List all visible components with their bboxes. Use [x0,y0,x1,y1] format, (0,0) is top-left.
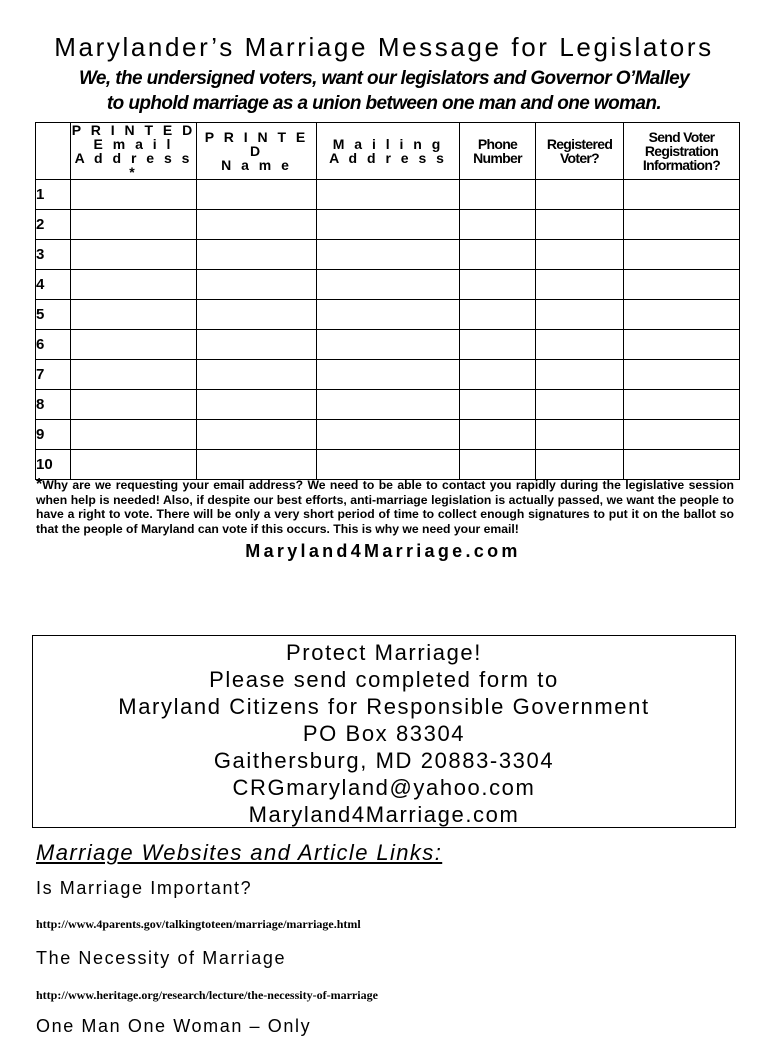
footnote-asterisk: * [36,476,43,493]
mailing-instructions-box [32,635,736,828]
website-banner: Maryland4Marriage.com [245,541,521,561]
voter-registration-cell[interactable] [624,420,740,450]
registered-voter-cell[interactable] [536,450,624,480]
voter-registration-cell[interactable] [624,330,740,360]
voter-registration-cell[interactable] [624,300,740,330]
mailing-address-cell[interactable] [317,390,460,420]
email-cell[interactable] [71,240,197,270]
table-row [36,210,740,240]
mailing-address-cell[interactable] [317,300,460,330]
page-title: Marylander’s Marriage Message for Legislators [54,32,714,62]
phone-cell[interactable] [460,420,536,450]
name-cell[interactable] [197,300,317,330]
link-topic: One Man One Woman – Only [36,1016,312,1036]
phone-cell[interactable] [460,210,536,240]
mailbox-email: CRGmaryland@yahoo.com [232,775,536,800]
name-cell[interactable] [197,420,317,450]
registered-voter-cell[interactable] [536,360,624,390]
mailbox-line: PO Box 83304 [302,721,466,746]
name-cell[interactable] [197,270,317,300]
name-cell[interactable] [197,330,317,360]
email-footnote [36,478,734,536]
phone-cell[interactable] [460,180,536,210]
link-topic: The Necessity of Marriage [36,948,287,968]
table-row [36,390,740,420]
phone-cell[interactable] [460,360,536,390]
voter-registration-cell[interactable] [624,240,740,270]
registered-voter-cell[interactable] [536,240,624,270]
email-cell[interactable] [71,420,197,450]
voter-registration-cell[interactable] [624,450,740,480]
mailing-address-cell[interactable] [317,270,460,300]
registered-voter-cell[interactable] [536,390,624,420]
voter-registration-cell[interactable] [624,210,740,240]
mailing-address-cell[interactable] [317,420,460,450]
table-row [36,300,740,330]
registered-voter-cell[interactable] [536,330,624,360]
row-number: 2 [36,210,71,240]
email-column-header: P R I N T E D E m a i l A d d r e s s * [71,122,196,180]
row-number: 6 [36,330,71,360]
table-row [36,180,740,210]
footnote-text: Why are we requesting your email address? We need to be able to contact you rapidly during the legislative session when help is needed! Also, if despite our best efforts, anti-marriage legislation is actually passed, we want the people to have a right to vote. There will be only a very short period of time to collect enough signatures to put it on the ballot so that the people of Maryland can vote if this occurs. This is why we need your email! [36,478,734,536]
mailbox-line: Please send completed form to [209,667,559,692]
registered-voter-cell[interactable] [536,270,624,300]
name-cell[interactable] [197,210,317,240]
voter-registration-cell[interactable] [624,390,740,420]
mailbox-line: Maryland Citizens for Responsible Government [118,694,650,719]
mailing-address-cell[interactable] [317,210,460,240]
email-cell[interactable] [71,270,197,300]
phone-cell[interactable] [460,270,536,300]
email-cell[interactable] [71,360,197,390]
article-link[interactable]: http://www.heritage.org/research/lecture/the-necessity-of-marriage [36,988,378,1002]
table-row [36,450,740,480]
table-row [36,330,740,360]
email-cell[interactable] [71,390,197,420]
row-number: 8 [36,390,71,420]
voter-registration-column-header: Send Voter Registration Information? [624,123,740,180]
row-number: 7 [36,360,71,390]
phone-cell[interactable] [460,300,536,330]
link-topic: Is Marriage Important? [36,878,253,898]
article-link[interactable]: http://www.4parents.gov/talkingtoteen/marriage/marriage.html [36,917,361,931]
signature-table [35,122,740,480]
row-number-header [36,123,71,180]
email-cell[interactable] [71,180,197,210]
phone-cell[interactable] [460,330,536,360]
row-number: 4 [36,270,71,300]
registered-voter-column-header: Registered Voter? [536,123,624,180]
email-cell[interactable] [71,330,197,360]
email-cell[interactable] [71,210,197,240]
mailing-address-cell[interactable] [317,450,460,480]
mailing-address-cell[interactable] [317,360,460,390]
name-cell[interactable] [197,390,317,420]
mailing-address-cell[interactable] [317,330,460,360]
mailbox-website: Maryland4Marriage.com [248,802,520,827]
table-header-row [36,123,740,180]
name-cell[interactable] [197,450,317,480]
mailing-address-cell[interactable] [317,240,460,270]
mailing-address-column-header: M a i l i n g A d d r e s s [317,123,460,180]
name-cell[interactable] [197,360,317,390]
row-number: 3 [36,240,71,270]
mailbox-line: Protect Marriage! [286,640,482,665]
row-number: 1 [36,180,71,210]
row-number: 9 [36,420,71,450]
subtitle-line-2: to uphold marriage as a union between one man and one woman. [106,93,662,114]
table-row [36,360,740,390]
name-cell[interactable] [197,180,317,210]
phone-column-header: Phone Number [460,123,536,180]
email-cell[interactable] [71,450,197,480]
registered-voter-cell[interactable] [536,420,624,450]
voter-registration-cell[interactable] [624,270,740,300]
subtitle-line-1: We, the undersigned voters, want our legislators and Governor O’Malley [78,68,690,89]
voter-registration-cell[interactable] [624,360,740,390]
name-column-header: P R I N T E D N a m e [197,123,317,180]
row-number: 10 [36,450,71,480]
row-number: 5 [36,300,71,330]
voter-registration-cell[interactable] [624,180,740,210]
registered-voter-cell[interactable] [536,210,624,240]
name-cell[interactable] [197,240,317,270]
table-row [36,240,740,270]
phone-cell[interactable] [460,390,536,420]
registered-voter-cell[interactable] [536,180,624,210]
table-row [36,420,740,450]
email-cell[interactable] [71,300,197,330]
mailing-address-cell[interactable] [317,180,460,210]
mailbox-line: Gaithersburg, MD 20883-3304 [213,748,555,773]
links-heading: Marriage Websites and Article Links: [36,840,443,865]
phone-cell[interactable] [460,450,536,480]
table-row [36,270,740,300]
registered-voter-cell[interactable] [536,300,624,330]
phone-cell[interactable] [460,240,536,270]
